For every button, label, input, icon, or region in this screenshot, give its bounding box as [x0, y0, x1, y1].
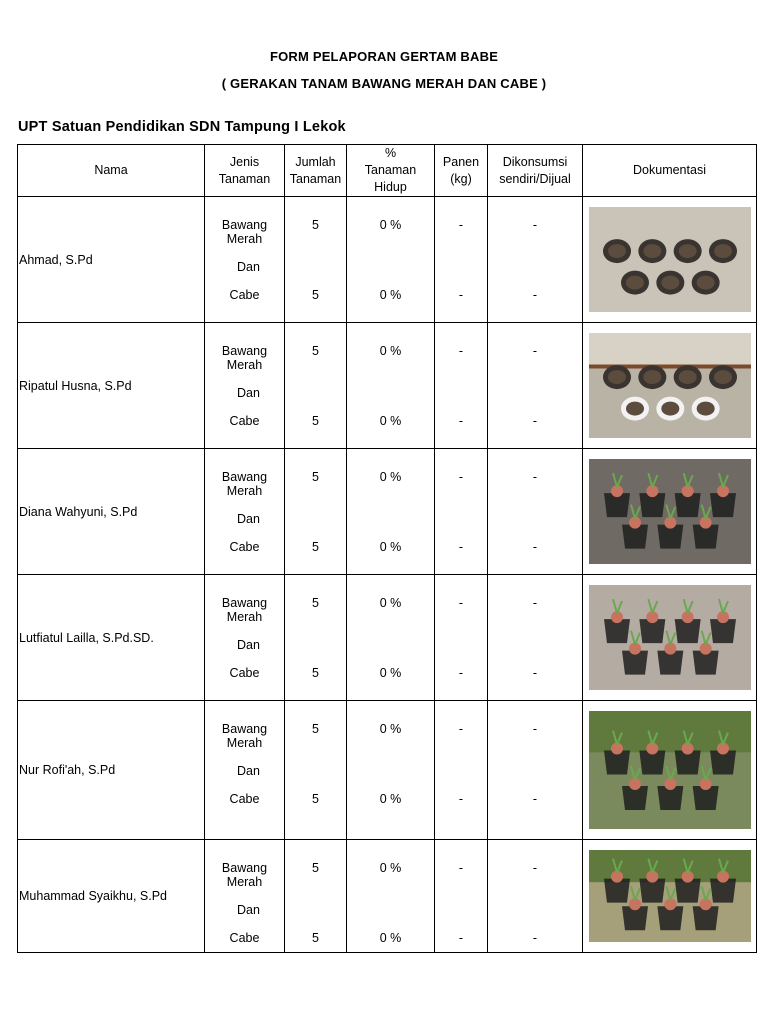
hidup-bawang: 0 % — [379, 218, 402, 232]
panen-cabe: - — [458, 288, 464, 302]
dikon-bawang: - — [532, 596, 538, 610]
label-merah: Merah — [226, 484, 263, 498]
dikon-bawang: - — [532, 861, 538, 875]
cell-jenis-tanaman — [205, 701, 285, 840]
label-dan: Dan — [237, 638, 260, 652]
hidup-cabe: 0 % — [379, 414, 402, 428]
label-dan: Dan — [237, 512, 260, 526]
jumlah-bawang: 5 — [312, 344, 319, 358]
cell-jumlah — [285, 840, 347, 953]
cell-persen-hidup — [347, 197, 435, 323]
label-bawang: Bawang — [221, 861, 268, 875]
form-title: FORM PELAPORAN GERTAM BABE — [269, 49, 499, 64]
hidup-cabe: 0 % — [379, 666, 402, 680]
label-dan: Dan — [237, 386, 260, 400]
dikon-cabe: - — [532, 666, 538, 680]
label-bawang: Bawang — [221, 596, 268, 610]
cell-jumlah — [285, 449, 347, 575]
panen-bawang: - — [458, 344, 464, 358]
jumlah-bawang: 5 — [312, 218, 319, 232]
hidup-cabe: 0 % — [379, 288, 402, 302]
cell-dokumentasi — [583, 840, 757, 953]
school-unit-heading: UPT Satuan Pendidikan SDN Tampung I Lekok — [18, 119, 346, 135]
documentation-photo — [583, 711, 756, 829]
cell-dikonsumsi — [488, 323, 583, 449]
cell-panen — [435, 575, 488, 701]
label-merah: Merah — [226, 610, 263, 624]
label-dan: Dan — [237, 764, 260, 778]
table-row — [18, 575, 757, 701]
dikon-cabe: - — [532, 414, 538, 428]
cell-jenis-tanaman — [205, 323, 285, 449]
label-merah: Merah — [226, 358, 263, 372]
cell-nama: Ripatul Husna, S.Pd — [18, 323, 205, 449]
hidup-bawang: 0 % — [379, 861, 402, 875]
cell-dikonsumsi — [488, 575, 583, 701]
documentation-photo — [583, 459, 756, 564]
label-bawang: Bawang — [221, 722, 268, 736]
header-persen-hidup: % Tanaman Hidup — [347, 145, 435, 197]
header-nama: Nama — [18, 145, 205, 197]
cell-jenis-tanaman — [205, 449, 285, 575]
panen-bawang: - — [458, 861, 464, 875]
cell-panen — [435, 449, 488, 575]
hidup-cabe: 0 % — [379, 540, 402, 554]
dikon-cabe: - — [532, 931, 538, 945]
dikon-bawang: - — [532, 470, 538, 484]
label-merah: Merah — [226, 736, 263, 750]
table-header-row — [18, 145, 757, 197]
header-jenis-tanaman: Jenis Tanaman — [205, 145, 285, 197]
cell-jumlah — [285, 323, 347, 449]
header-jumlah-tanaman: Jumlah Tanaman — [285, 145, 347, 197]
cell-dikonsumsi — [488, 701, 583, 840]
jumlah-bawang: 5 — [312, 596, 319, 610]
cell-persen-hidup — [347, 701, 435, 840]
cell-panen — [435, 701, 488, 840]
jumlah-bawang: 5 — [312, 470, 319, 484]
cell-nama: Nur Rofi'ah, S.Pd — [18, 701, 205, 840]
label-cabe: Cabe — [229, 414, 260, 428]
cell-dokumentasi — [583, 197, 757, 323]
jumlah-cabe: 5 — [312, 414, 319, 428]
documentation-photo — [583, 850, 756, 942]
label-merah: Merah — [226, 232, 263, 246]
jumlah-cabe: 5 — [312, 792, 319, 806]
cell-persen-hidup — [347, 840, 435, 953]
table-row — [18, 197, 757, 323]
label-dan: Dan — [237, 903, 260, 917]
hidup-cabe: 0 % — [379, 792, 402, 806]
label-cabe: Cabe — [229, 931, 260, 945]
hidup-bawang: 0 % — [379, 722, 402, 736]
documentation-photo — [583, 585, 756, 690]
hidup-bawang: 0 % — [379, 470, 402, 484]
panen-cabe: - — [458, 931, 464, 945]
label-dan: Dan — [237, 260, 260, 274]
panen-cabe: - — [458, 666, 464, 680]
label-merah: Merah — [226, 875, 263, 889]
header-dikonsumsi: Dikonsumsi sendiri/Dijual — [488, 145, 583, 197]
panen-bawang: - — [458, 596, 464, 610]
jumlah-bawang: 5 — [312, 722, 319, 736]
table-row — [18, 449, 757, 575]
header-panen: Panen (kg) — [435, 145, 488, 197]
table-row — [18, 840, 757, 953]
cell-jenis-tanaman — [205, 197, 285, 323]
cell-nama: Ahmad, S.Pd — [18, 197, 205, 323]
panen-bawang: - — [458, 218, 464, 232]
cell-jumlah — [285, 575, 347, 701]
cell-nama: Diana Wahyuni, S.Pd — [18, 449, 205, 575]
jumlah-cabe: 5 — [312, 666, 319, 680]
hidup-bawang: 0 % — [379, 596, 402, 610]
form-subtitle: ( GERAKAN TANAM BAWANG MERAH DAN CABE ) — [221, 76, 547, 91]
documentation-photo — [583, 333, 756, 438]
label-bawang: Bawang — [221, 218, 268, 232]
dikon-cabe: - — [532, 792, 538, 806]
cell-dikonsumsi — [488, 449, 583, 575]
panen-bawang: - — [458, 722, 464, 736]
cell-persen-hidup — [347, 323, 435, 449]
table-row — [18, 701, 757, 840]
label-cabe: Cabe — [229, 540, 260, 554]
header-dokumentasi: Dokumentasi — [583, 145, 757, 197]
documentation-photo — [583, 207, 756, 312]
hidup-bawang: 0 % — [379, 344, 402, 358]
cell-nama: Muhammad Syaikhu, S.Pd — [18, 840, 205, 953]
jumlah-bawang: 5 — [312, 861, 319, 875]
cell-dokumentasi — [583, 701, 757, 840]
label-bawang: Bawang — [221, 344, 268, 358]
cell-jumlah — [285, 197, 347, 323]
cell-jenis-tanaman — [205, 575, 285, 701]
panen-bawang: - — [458, 470, 464, 484]
cell-dokumentasi — [583, 575, 757, 701]
cell-dokumentasi — [583, 323, 757, 449]
panen-cabe: - — [458, 540, 464, 554]
cell-panen — [435, 323, 488, 449]
jumlah-cabe: 5 — [312, 931, 319, 945]
label-cabe: Cabe — [229, 288, 260, 302]
label-bawang: Bawang — [221, 470, 268, 484]
label-cabe: Cabe — [229, 792, 260, 806]
dikon-cabe: - — [532, 288, 538, 302]
cell-persen-hidup — [347, 449, 435, 575]
panen-cabe: - — [458, 792, 464, 806]
cell-jumlah — [285, 701, 347, 840]
cell-panen — [435, 840, 488, 953]
hidup-cabe: 0 % — [379, 931, 402, 945]
table-row — [18, 323, 757, 449]
dikon-bawang: - — [532, 722, 538, 736]
dikon-bawang: - — [532, 218, 538, 232]
cell-jenis-tanaman — [205, 840, 285, 953]
label-cabe: Cabe — [229, 666, 260, 680]
dikon-bawang: - — [532, 344, 538, 358]
cell-persen-hidup — [347, 575, 435, 701]
panen-cabe: - — [458, 414, 464, 428]
jumlah-cabe: 5 — [312, 288, 319, 302]
cell-dikonsumsi — [488, 197, 583, 323]
cell-dokumentasi — [583, 449, 757, 575]
cell-dikonsumsi — [488, 840, 583, 953]
report-table — [17, 144, 757, 953]
jumlah-cabe: 5 — [312, 540, 319, 554]
cell-panen — [435, 197, 488, 323]
cell-nama: Lutfiatul Lailla, S.Pd.SD. — [18, 575, 205, 701]
dikon-cabe: - — [532, 540, 538, 554]
